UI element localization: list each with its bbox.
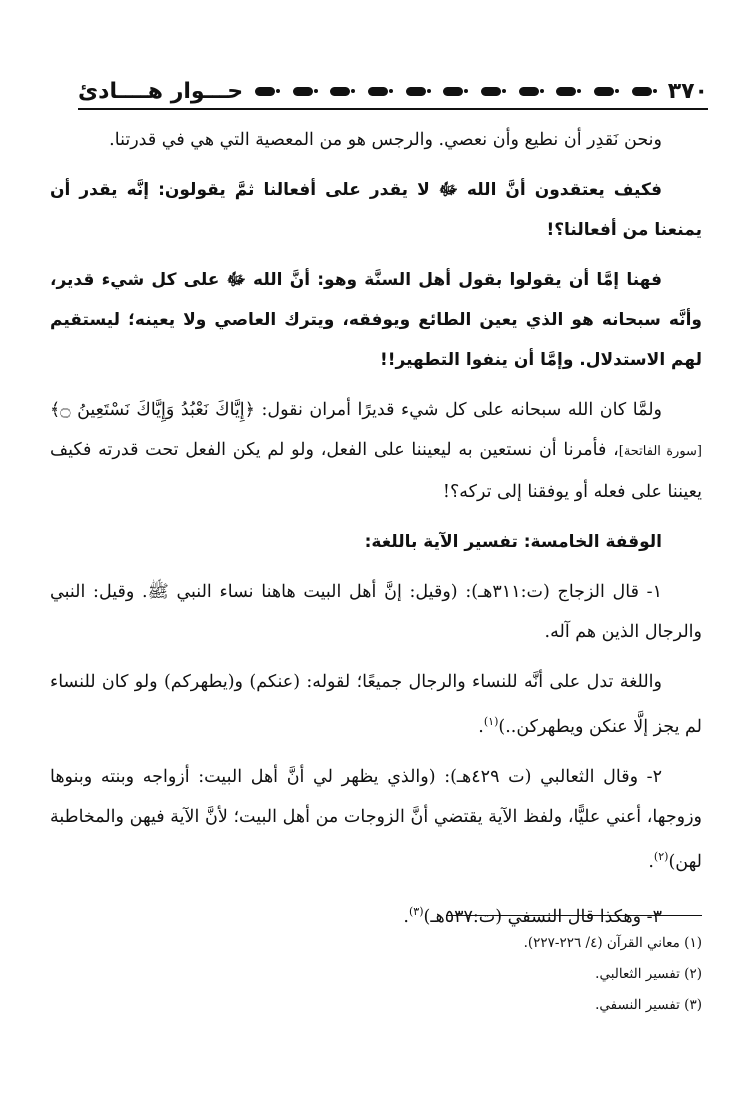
footnote-marker: (١) (483, 715, 499, 728)
ornament-mark (481, 87, 501, 96)
ornament-mark (443, 87, 463, 96)
paragraph: واللغة تدل على أنَّه للنساء والرجال جميعًا؛ لقوله: (عنكم) و(يطهركم) ولو كان للنساء لم يجز إلَّا عنكن ويطهركن..)$^{(١)}$. (50, 672, 702, 737)
main-text (50, 120, 702, 946)
paragraph: فهنا إمَّا أن يقولوا بقول أهل السنَّة وهو: أنَّ الله ﷻ على كل شيء قدير، وأنَّه سبحانه هو الذي يعين الطائع ويوفقه، ويترك العاصي ولا يعينه؛ ليستقيم لهم الاستدلال. وإمَّا أن ينفوا التطهير!! (50, 270, 702, 370)
page-number: ٣٧٠ (667, 78, 708, 104)
header-ornament (255, 81, 652, 101)
ornament-mark (293, 87, 313, 96)
ornament-mark (556, 87, 576, 96)
ornament-mark (519, 87, 539, 96)
book-title: حـــوار هــــادئ (78, 78, 244, 104)
paragraph: ونحن نَقدِر أن نطيع وأن نعصي. والرجس هو من المعصية التي هي في قدرتنا. (109, 130, 662, 150)
paragraph-text: ولمَّا كان الله سبحانه على كل شيء قديرًا أمران نقول: (254, 400, 662, 420)
footnote: (٣) تفسير النسفي. (595, 997, 702, 1013)
footnotes (50, 928, 702, 1021)
section-heading: الوقفة الخامسة: تفسير الآية باللغة: (364, 532, 662, 552)
ornament-mark (594, 87, 614, 96)
ornament-mark (330, 87, 350, 96)
paragraph (50, 390, 702, 512)
ornament-mark (368, 87, 388, 96)
paragraph: ١- قال الزجاج (ت:٣١١هـ): (وقيل: إنَّ أهل البيت هاهنا نساء النبي ﷺ. وقيل: النبي والرجال الذين هم آله. (50, 582, 702, 642)
quran-verse: ﴿إِيَّاكَ نَعْبُدُ وَإِيَّاكَ نَسْتَعِينُ ۝﴾ (50, 400, 255, 420)
footnote: (١) معاني القرآن (٤/ ٢٢٦-٢٢٧). (523, 935, 702, 951)
paragraph-text: واللغة تدل على أنَّه للنساء والرجال جميعًا؛ لقوله: (عنكم) و(يطهركم) ولو كان للنساء لم يجز إلَّا عنكن ويطهركن..) (50, 672, 702, 737)
ornament-mark (632, 87, 652, 96)
ornament-mark (255, 87, 275, 96)
paragraph-text: ٢- وقال الثعالبي (ت ٤٢٩هـ): (والذي يظهر لي أنَّ أهل البيت: أزواجه وبنته وبنوها وزوجها، أعني عليًّا، ولفظ الآية يقتضي أنَّ الزوجات من أهل البيت؛ لأنَّ الآية فيهن والمخاطبة لهن) (50, 766, 702, 872)
paragraph: ٢- وقال الثعالبي (ت ٤٢٩هـ): (والذي يظهر لي أنَّ أهل البيت: أزواجه وبنته وبنوها وزوجها، أعني عليًّا، ولفظ الآية يقتضي أنَّ الزوجات من أهل البيت؛ لأنَّ الآية فيهن والمخاطبة لهن)$^{(٢)}$. (50, 766, 702, 872)
footnote-marker: (٣) (408, 904, 424, 918)
footnote-marker: (٢) (653, 849, 669, 863)
paragraph: ٣- وهكذا قال النسفي (ت:٥٣٧هـ)$^{(٣)}$. (403, 904, 662, 927)
paragraph-text: ٣- وهكذا قال النسفي (ت:٥٣٧هـ) (423, 906, 662, 927)
footnote-divider (446, 915, 702, 916)
paragraph-text: ، فأمرنا أن نستعين به ليعيننا على الفعل، ولو لم يكن الفعل تحت قدرته فكيف يعيننا على فعله أو يوفقنا إلى تركه؟! (50, 440, 702, 502)
paragraph: فكيف يعتقدون أنَّ الله ﷻ لا يقدر على أفعالنا ثمَّ يقولون: إنَّه يقدر أن يمنعنا من أفعالنا؟! (50, 180, 702, 240)
ornament-mark (406, 87, 426, 96)
surah-reference: [سورة الفاتحة] (618, 444, 703, 459)
page-header (78, 74, 708, 110)
footnote: (٢) تفسير الثعالبي. (595, 966, 702, 982)
